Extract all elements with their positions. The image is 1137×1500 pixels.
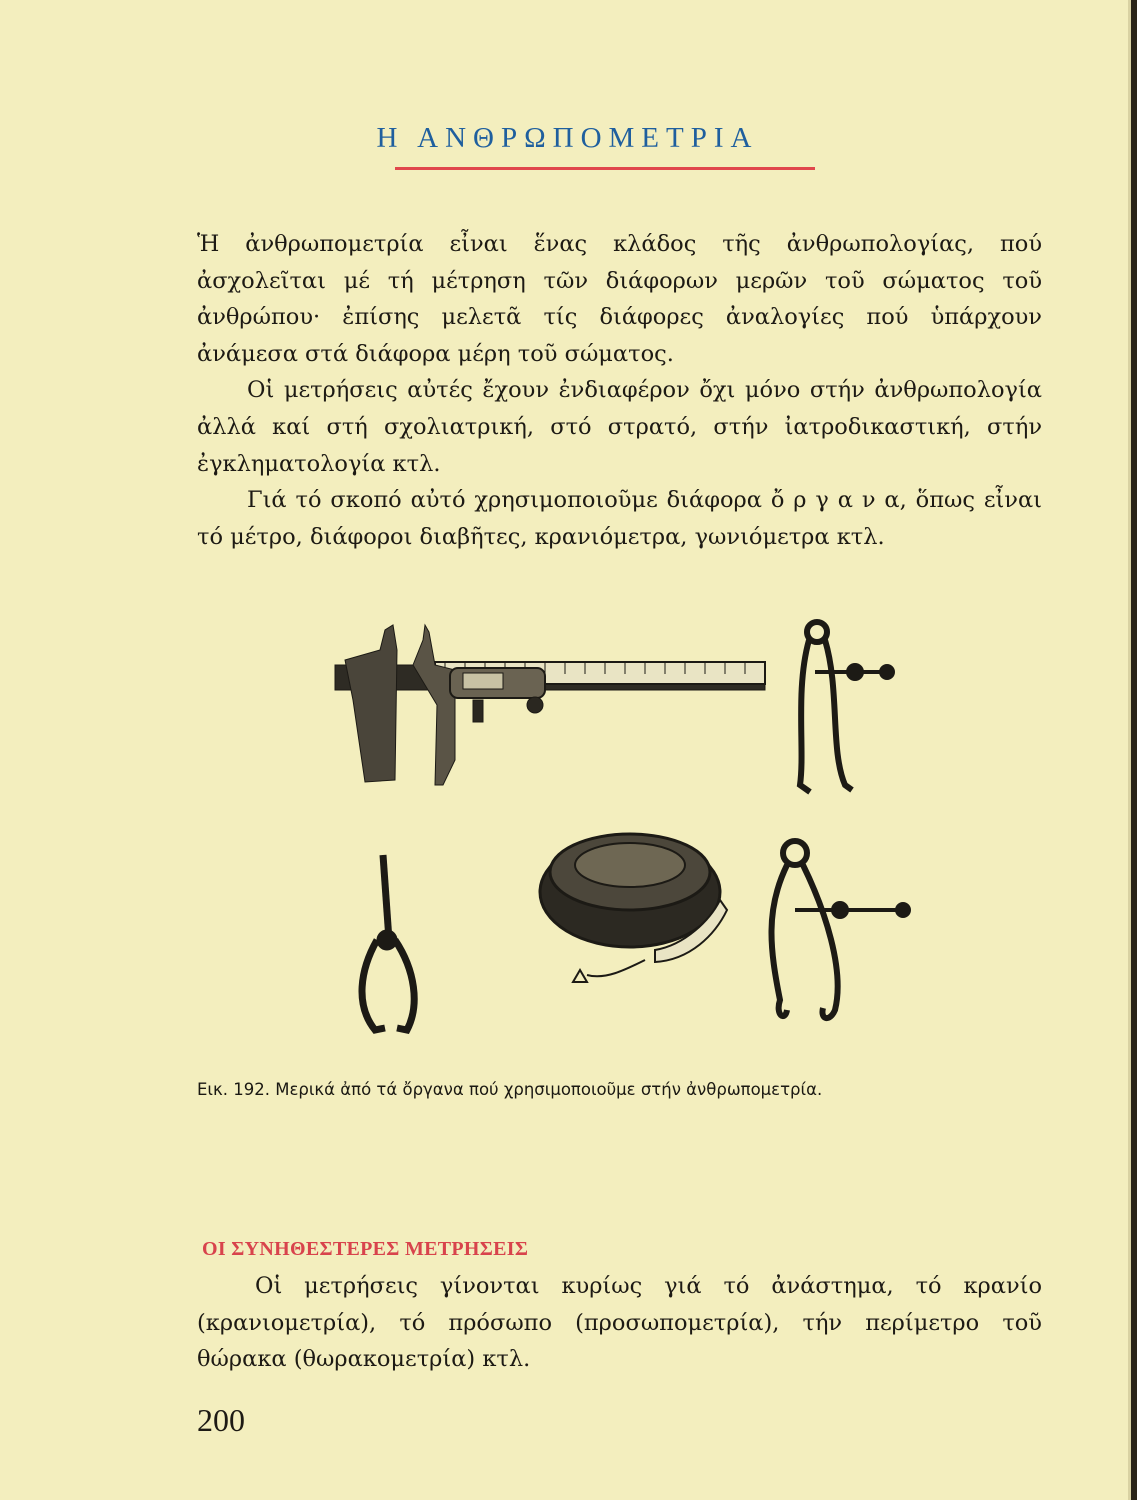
- spreading-caliper-small-icon: [800, 622, 892, 792]
- title-underline: [395, 167, 815, 170]
- page-edge: [1131, 0, 1137, 1500]
- page-number: 200: [197, 1402, 245, 1438]
- section-paragraph: Οἱ μετρήσεις γίνονται κυρίως γιά τό ἀνάστημα, τό κρανίο (κρανιομετρία), τό πρόσωπο (προσωπομετρία), τήν περίμετρο τοῦ θώρακα (θωρακομετρία) κτλ.: [197, 1273, 1042, 1373]
- paragraph-1: Ἡ ἀνθρωπομετρία εἶναι ἕνας κλάδος τῆς ἀνθρωπολογίας, πού ἀσχολεῖται μέ τή μέτρηση τῶν διάφορων μερῶν τοῦ σώματος τοῦ ἀνθρώπου· ἐπίσης μελετᾶ τίς διάφορες ἀναλογίες πού ὑπάρχουν ἀνάμεσα στά διάφορα μέρη τοῦ σώματος.: [197, 231, 1042, 367]
- page-title: Η ΑΝΘΡΩΠΟΜΕΤΡΙΑ: [376, 122, 759, 154]
- spreading-caliper-right-icon: [771, 841, 908, 1018]
- tape-measure-icon: [540, 834, 727, 982]
- instruments-illustration: [325, 610, 945, 1070]
- section-heading: ΟΙ ΣΥΝΗΘΕΣΤΕΡΕΣ ΜΕΤΡΗΣΕΙΣ: [202, 1238, 529, 1260]
- figure-caption: Εικ. 192. Μερικά ἀπό τά ὄργανα πού χρησιμοποιοῦμε στήν ἀνθρωπομετρία.: [197, 1080, 823, 1099]
- spreading-caliper-left-icon: [362, 855, 414, 1030]
- paragraph-2: Οἱ μετρήσεις αὐτές ἔχουν ἐνδιαφέρον ὄχι μόνο στήν ἀνθρωπολογία ἀλλά καί στή σχολιατρική, στό στρατό, στήν ἰατροδικαστική, στήν ἐγκληματολογία κτλ.: [197, 377, 1042, 477]
- paragraph-3: Γιά τό σκοπό αὐτό χρησιμοποιοῦμε διάφορα ὄ ρ γ α ν α, ὅπως εἶναι τό μέτρο, διάφοροι διαβῆτες, κρανιόμετρα, γωνιόμετρα κτλ.: [197, 487, 1042, 550]
- section-text: [197, 1268, 1042, 1378]
- intro-text: [197, 226, 1042, 555]
- instruments-figure: [325, 610, 945, 1070]
- sliding-caliper-icon: [335, 625, 765, 785]
